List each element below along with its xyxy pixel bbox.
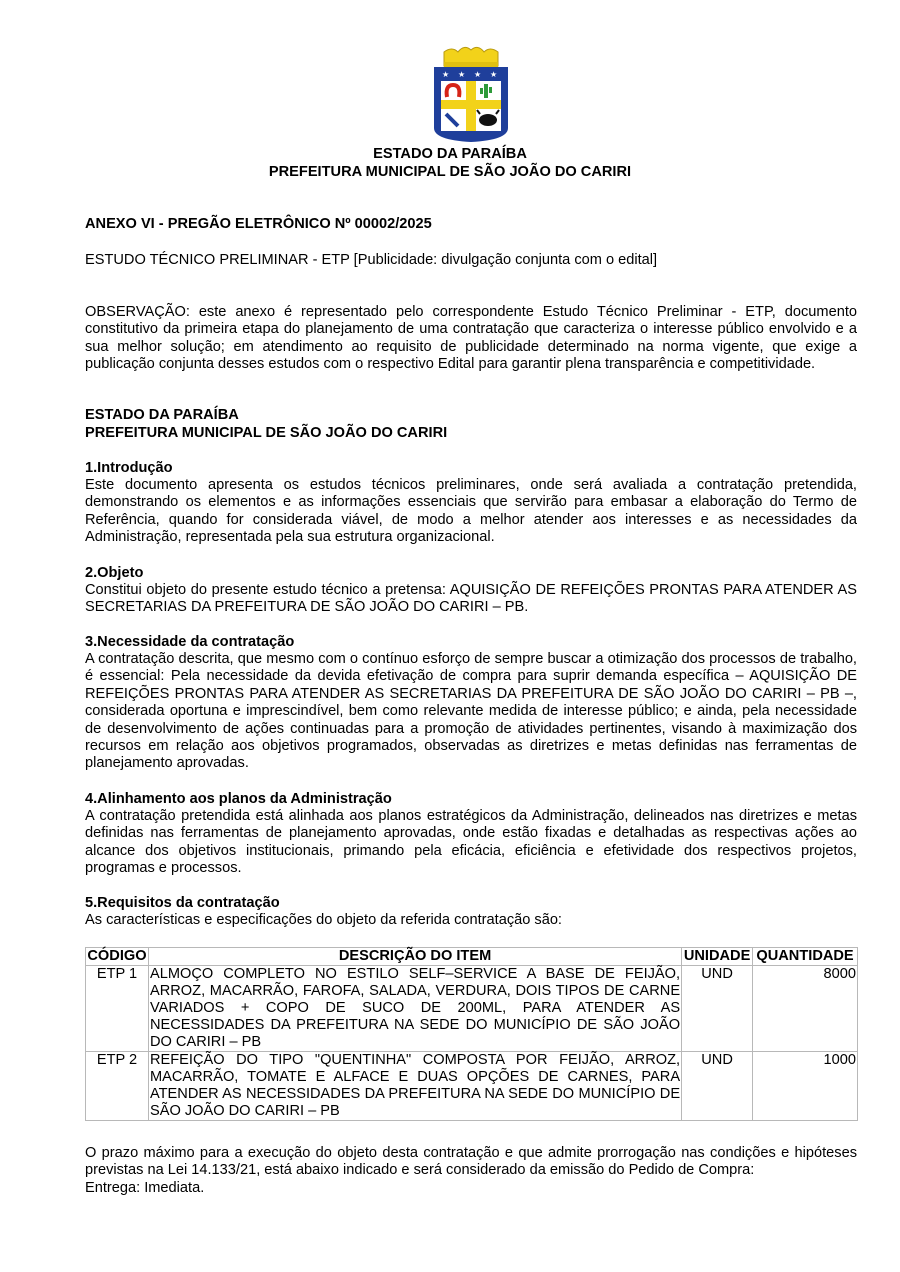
section-5-title: 5.Requisitos da contratação [85, 895, 280, 911]
svg-text:★: ★ [474, 70, 482, 79]
header-code: CÓDIGO [87, 948, 147, 964]
item-code: ETP 2 [86, 1052, 149, 1121]
item-quantity: 1000 [753, 1052, 858, 1121]
section-5-body: As características e especificações do objeto da referida contratação são: [85, 912, 562, 928]
section-4-title: 4.Alinhamento aos planos da Administração [85, 791, 392, 807]
section-2-body: Constitui objeto do presente estudo técnico a pretensa: AQUISIÇÃO DE REFEIÇÕES PRONTAS PARA ATENDER AS SECRETARIAS DA PREFEITURA DE SÃO JOÃO DO CARIRI – PB. [85, 582, 857, 616]
section-3-body: A contratação descrita, que mesmo com o contínuo esforço de sempre buscar a otimização dos processos de trabalho, é essencial: Pela necessidade da devida efetivação de compra para suprir demanda específica – AQUISIÇÃO DE REFEIÇÕES PRONTAS PARA ATENDER AS SECRETARIAS DA PREFEITURA DE SÃO JOÃO DO CARIRI – PB –, considerada oportuna e imprescindível, bem como relevante medida de interesse público; e ainda, pela necessidade de desenvolvimento de ações continuadas para a promoção de atividades pertinentes, visando à maximização dos recursos em relação aos objetivos programados, observadas as diretrizes e metas definidas nas ferramentas de planejamento aprovadas. [85, 651, 857, 772]
header-description: DESCRIÇÃO DO ITEM [148, 948, 681, 966]
header-unit: UNIDADE [682, 948, 753, 966]
table-row [86, 966, 858, 1052]
section-4-body: A contratação pretendida está alinhada aos planos estratégicos da Administração, delineados nas diretrizes e metas definidas nas ferramentas de planejamento aprovadas, onde estão fixadas e detalhadas as respectivas ações ao alcance dos objetivos institucionais, primando pela eficácia, eficiência e efetividade dos respectivos projetos, programas e processos. [85, 808, 857, 877]
observation-paragraph: OBSERVAÇÃO: este anexo é representado pelo correspondente Estudo Técnico Preliminar - ETP, documento constitutivo da primeira etapa do planejamento de uma contratação que caracteriza o interesse público envolvido e a sua melhor solução; em atendimento ao requisito de publicidade determinado na norma vigente, que exige a publicação conjunta desses estudos com o respectivo Edital para garantir plena transparência e competitividade. [85, 304, 857, 373]
header-quantity: QUANTIDADE [753, 948, 858, 966]
svg-text:★: ★ [458, 70, 466, 79]
section-2-title: 2.Objeto [85, 565, 144, 581]
item-code: ETP 1 [86, 966, 149, 1052]
item-description: REFEIÇÃO DO TIPO "QUENTINHA" COMPOSTA POR FEIJÃO, ARROZ, MACARRÃO, TOMATE E ALFACE E DUAS OPÇÕES DE CARNES, PARA ATENDER AS NECESSIDADES DA PREFEITURA NA SEDE DO MUNICÍPIO DE SÃO JOÃO DO CARIRI – PB [149, 1052, 681, 1119]
table-header-row [86, 948, 858, 966]
section-1-body: Este documento apresenta os estudos técnicos preliminares, onde será avaliada a contratação pretendida, demonstrando os elementos e as informações essenciais que servirão para embasar a elaboração do Termo de Referência, quando for considerada viável, de modo a melhor atender aos interesses e as necessidades da Administração, representada pela sua estrutura organizacional. [85, 477, 857, 546]
section-3-title: 3.Necessidade da contratação [85, 634, 295, 650]
item-unit: UND [682, 966, 753, 1052]
study-title: ESTUDO TÉCNICO PRELIMINAR - ETP [Publicidade: divulgação conjunta com o edital] [85, 252, 658, 268]
municipal-coat-of-arms-icon [428, 44, 514, 144]
item-description: ALMOÇO COMPLETO NO ESTILO SELF–SERVICE A BASE DE FEIJÃO, ARROZ, MACARRÃO, FAROFA, SALADA, VERDURA, DOIS TIPOS DE CARNE VARIADOS + COPO DE SUCO DE 200ML, PARA ATENDER AS NECESSIDADES DA PREFEITURA NA SEDE DO MUNICÍPIO DE SÃO JOÃO DO CARIRI – PB [149, 966, 681, 1050]
table-row [86, 1052, 858, 1121]
second-header-state: ESTADO DA PARAÍBA [85, 407, 239, 423]
delivery-line: Entrega: Imediata. [85, 1180, 205, 1196]
item-unit: UND [682, 1052, 753, 1121]
header-municipality: PREFEITURA MUNICIPAL DE SÃO JOÃO DO CARIRI [268, 164, 632, 180]
svg-text:★: ★ [442, 70, 450, 79]
svg-text:★: ★ [490, 70, 498, 79]
section-1-title: 1.Introdução [85, 460, 173, 476]
items-table [85, 947, 858, 1121]
item-quantity: 8000 [753, 966, 858, 1052]
annex-title: ANEXO VI - PREGÃO ELETRÔNICO Nº 00002/2025 [85, 216, 432, 232]
deadline-paragraph: O prazo máximo para a execução do objeto desta contratação e que admite prorrogação nas condições e hipóteses previstas na Lei 14.133/21, está abaixo indicado e será considerado da emissão do Pedido de Compra: [85, 1145, 857, 1179]
second-header-municipality: PREFEITURA MUNICIPAL DE SÃO JOÃO DO CARIRI [85, 425, 448, 441]
header-state: ESTADO DA PARAÍBA [373, 146, 527, 162]
